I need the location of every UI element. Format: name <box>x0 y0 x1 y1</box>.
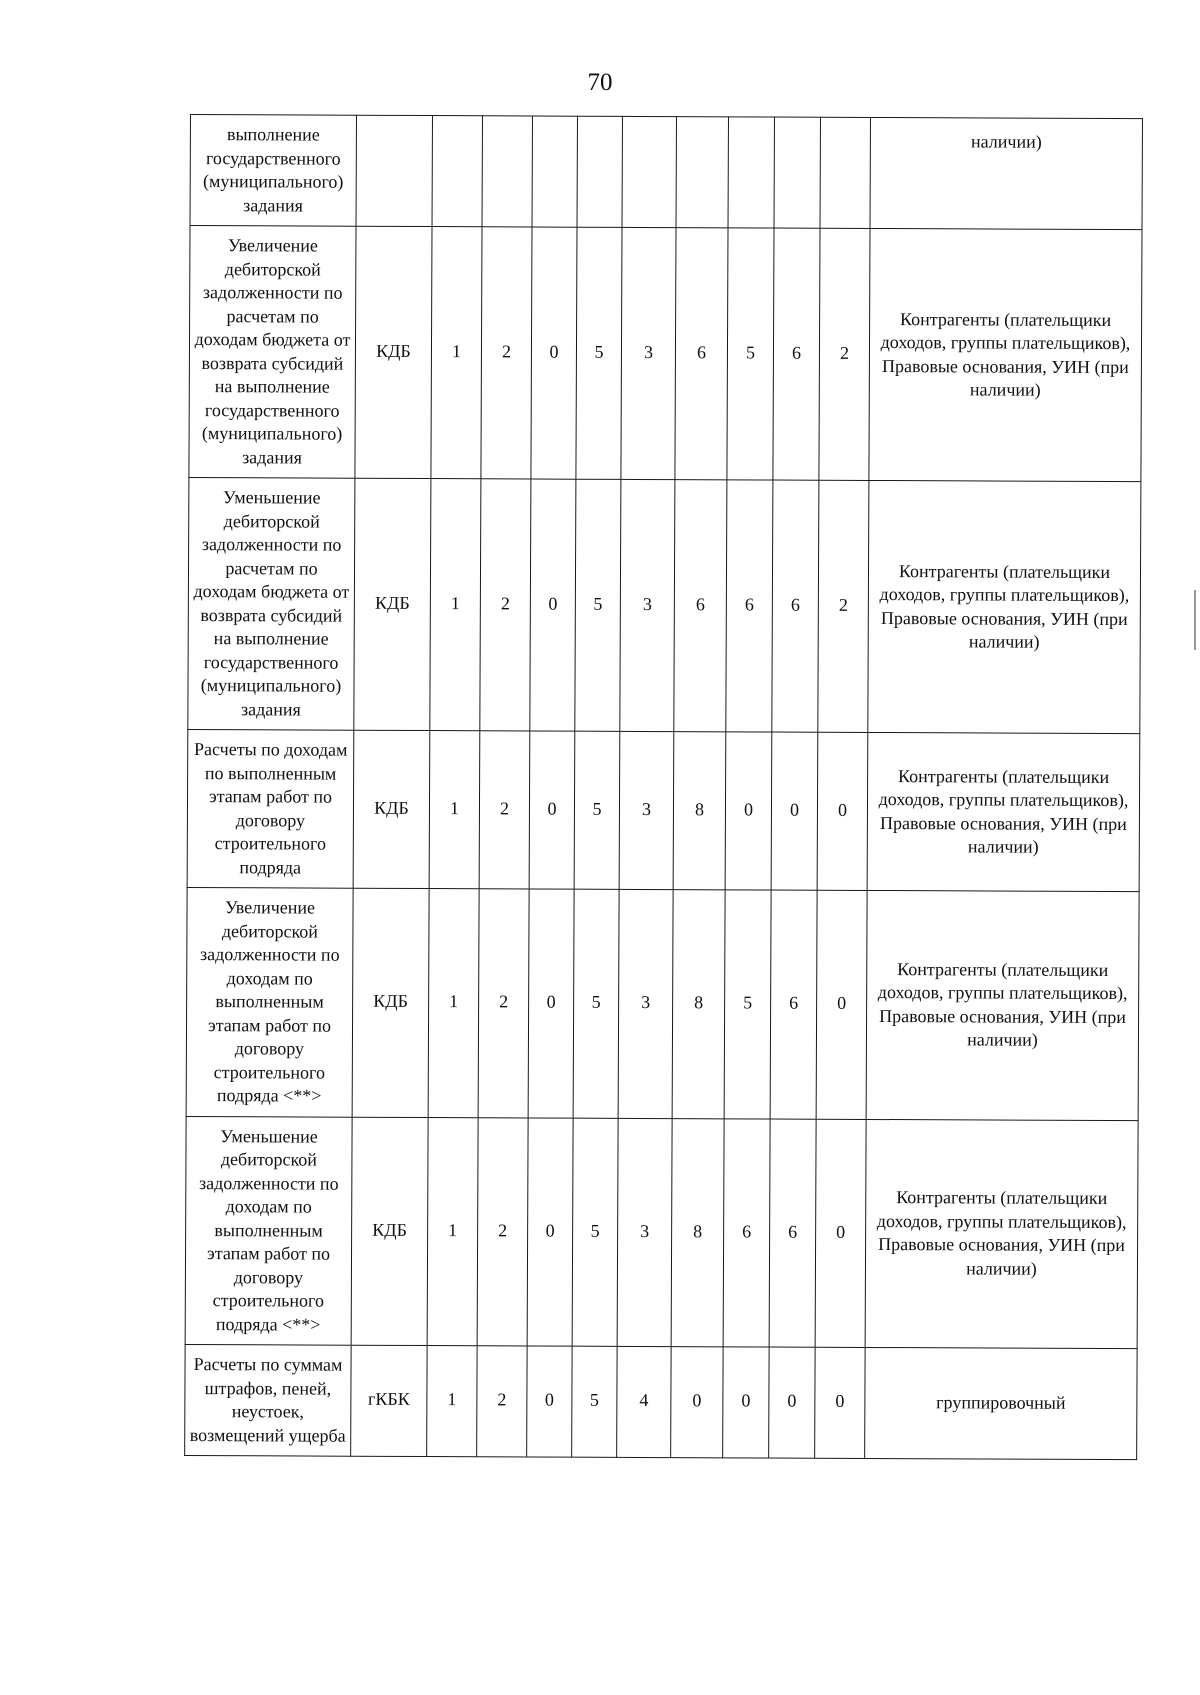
row-digit-cell: 0 <box>529 731 575 889</box>
row-digit-cell: 0 <box>531 227 577 479</box>
table-row <box>186 887 1139 1120</box>
row-digit-cell: 0 <box>815 1347 865 1458</box>
row-digit-cell: 6 <box>772 480 819 732</box>
row-code-cell: КДБ <box>353 730 430 888</box>
table-row <box>188 477 1141 733</box>
row-digit-cell <box>676 117 728 228</box>
row-digit-cell <box>432 116 482 227</box>
row-description-cell: Контрагенты (плательщики доходов, группы плательщиков), Правовые основания, УИН (при наличии) <box>867 732 1140 891</box>
row-digit-cell: 0 <box>671 1347 723 1458</box>
accounts-table <box>184 114 1143 1460</box>
row-digit-cell: 0 <box>528 889 574 1118</box>
table-row <box>190 115 1142 230</box>
row-digit-cell: 8 <box>671 1118 724 1347</box>
row-name-cell: Расчеты по суммам штрафов, пеней, неустоек, возмещений ущерба <box>185 1344 351 1456</box>
row-code-cell: гКБК <box>351 1345 427 1456</box>
row-digit-cell: 0 <box>816 890 867 1119</box>
page-number: 70 <box>587 69 613 96</box>
row-digit-cell: 2 <box>477 1346 527 1457</box>
table-row <box>185 1116 1138 1349</box>
row-code-cell: КДБ <box>354 478 431 730</box>
row-digit-cell: 2 <box>481 227 532 479</box>
row-digit-cell: 0 <box>771 732 818 890</box>
row-digit-cell: 3 <box>617 1118 672 1347</box>
row-name-cell: Уменьшение дебиторской задолженности по доходам по выполненным этапам работ по договору строительного подряда <**> <box>185 1116 352 1345</box>
row-digit-cell: 6 <box>723 1118 770 1347</box>
row-digit-cell: 3 <box>620 479 675 731</box>
row-digit-cell <box>532 116 577 227</box>
row-digit-cell: 2 <box>818 480 869 732</box>
row-description-cell: Контрагенты (плательщики доходов, группы плательщиков), Правовые основания, УИН (при наличии) <box>869 228 1142 481</box>
row-description-cell: Контрагенты (плательщики доходов, группы плательщиков), Правовые основания, УИН (при наличии) <box>865 1119 1138 1349</box>
row-digit-cell: 8 <box>672 890 725 1119</box>
row-digit-cell <box>577 116 622 227</box>
row-digit-cell: 0 <box>527 1346 572 1457</box>
row-name-cell: Увеличение дебиторской задолженности по расчетам по доходам бюджета от возврата субсидий на выполнение государственного (муниципального) задания <box>189 226 356 479</box>
row-digit-cell: 3 <box>619 731 674 889</box>
row-description-cell: наличии) <box>870 117 1142 229</box>
row-digit-cell: 5 <box>572 1346 617 1457</box>
row-digit-cell: 2 <box>477 1117 528 1346</box>
row-digit-cell: 1 <box>431 227 482 479</box>
row-digit-cell <box>482 116 532 227</box>
row-name-cell: выполнение государственного (муниципального) задания <box>190 115 356 227</box>
row-digit-cell: 1 <box>427 1346 477 1457</box>
row-digit-cell: 6 <box>674 480 727 732</box>
row-digit-cell: 0 <box>769 1347 815 1458</box>
row-name-cell: Увеличение дебиторской задолженности по доходам по выполненным этапам работ по договору строительного подряда <**> <box>186 887 353 1116</box>
row-digit-cell: 5 <box>727 228 774 480</box>
row-digit-cell: 2 <box>819 228 870 480</box>
row-digit-cell: 5 <box>576 227 622 479</box>
row-code-cell: КДБ <box>352 888 429 1117</box>
row-digit-cell: 2 <box>480 479 531 731</box>
row-code-cell: КДБ <box>351 1117 428 1346</box>
row-digit-cell: 5 <box>572 1118 618 1347</box>
row-description-cell: Контрагенты (плательщики доходов, группы плательщиков), Правовые основания, УИН (при наличии) <box>866 890 1139 1120</box>
table-row <box>185 1344 1137 1459</box>
row-digit-cell <box>820 117 870 228</box>
row-digit-cell: 4 <box>617 1346 671 1457</box>
row-digit-cell: 0 <box>817 732 868 890</box>
row-digit-cell: 1 <box>428 889 479 1118</box>
row-digit-cell: 6 <box>675 228 728 480</box>
row-digit-cell: 5 <box>575 479 621 731</box>
scan-margin-mark <box>1194 590 1196 650</box>
row-digit-cell: 6 <box>769 1119 816 1348</box>
row-digit-cell: 6 <box>726 480 773 732</box>
row-digit-cell: 0 <box>530 479 576 731</box>
row-digit-cell: 1 <box>429 731 480 889</box>
row-digit-cell: 1 <box>430 479 481 731</box>
row-digit-cell <box>622 116 676 227</box>
row-code-cell <box>356 115 432 226</box>
row-digit-cell: 2 <box>478 889 529 1118</box>
row-digit-cell <box>728 117 774 228</box>
row-digit-cell: 1 <box>427 1117 478 1346</box>
row-description-cell: Контрагенты (плательщики доходов, группы плательщиков), Правовые основания, УИН (при наличии) <box>868 480 1141 733</box>
row-digit-cell: 3 <box>621 227 676 479</box>
row-description-cell: группировочный <box>865 1347 1137 1459</box>
row-digit-cell: 6 <box>770 890 817 1119</box>
table-body <box>185 115 1143 1460</box>
row-digit-cell: 0 <box>527 1117 573 1346</box>
row-digit-cell: 3 <box>618 889 673 1118</box>
row-name-cell: Расчеты по доходам по выполненным этапам работ по договору строительного подряда <box>187 729 354 888</box>
row-name-cell: Уменьшение дебиторской задолженности по расчетам по доходам бюджета от возврата субсидий на выполнение государственного (муниципального) задания <box>188 477 355 730</box>
row-digit-cell: 5 <box>573 889 619 1118</box>
row-digit-cell: 2 <box>479 731 530 889</box>
row-digit-cell: 5 <box>724 890 771 1119</box>
table-row <box>187 729 1140 891</box>
row-digit-cell: 0 <box>815 1119 866 1348</box>
row-digit-cell <box>774 117 820 228</box>
table-row <box>189 226 1142 482</box>
row-digit-cell: 0 <box>725 732 772 890</box>
row-code-cell: КДБ <box>355 226 432 478</box>
row-digit-cell: 8 <box>673 732 726 890</box>
row-digit-cell: 0 <box>723 1347 769 1458</box>
row-digit-cell: 6 <box>773 228 820 480</box>
row-digit-cell: 5 <box>574 731 620 889</box>
